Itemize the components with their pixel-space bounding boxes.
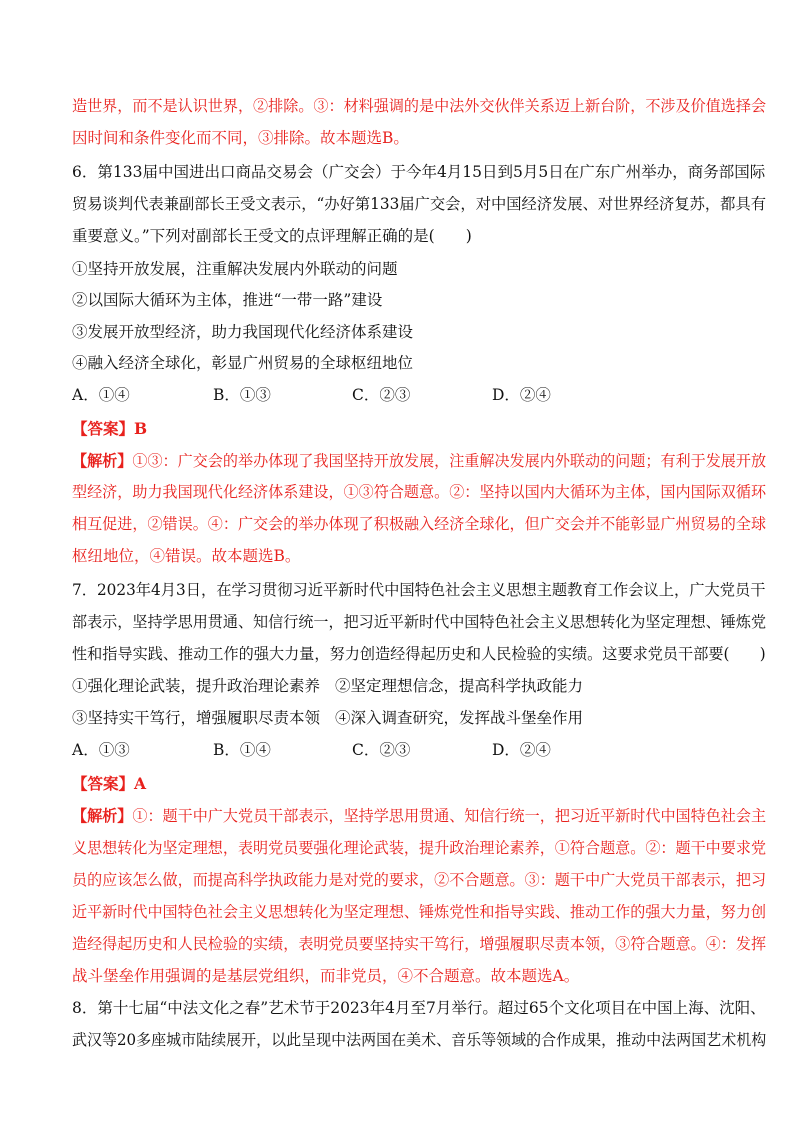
q7-statement: ③坚持实干笃行，增强履职尽责本领 bbox=[72, 709, 321, 727]
q6-statement: ④融入经济全球化，彰显广州贸易的全球枢纽地位 bbox=[72, 354, 414, 372]
prev-analysis-line: 造世界，而不是认识世界，②排除。③：材料强调的是中法外交伙伴关系迈上新台阶，不涉及价值选择会 bbox=[72, 97, 767, 115]
q7-statement: ④深入调查研究，发挥战斗堡垒作用 bbox=[335, 709, 584, 727]
q7-analysis-line: 义思想转化为坚定理想，表明党员要强化理论武装，提升政治理论素养，①符合题意。②：题干中要求党 bbox=[72, 839, 767, 857]
q6-analysis-line: 相互促进，②错误。④：广交会的举办体现了积极融入经济全球化，但广交会并不能彰显广州贸易的全球 bbox=[72, 515, 767, 533]
q7-analysis-line: 员的应该怎么做，而提高科学执政能力是对党的要求，②不合题意。③：题干中广大党员干部表示，把习 bbox=[72, 871, 767, 889]
q7-stem-line: 性和指导实践、推动工作的强大力量，努力创造经得起历史和人民检验的实绩。这要求党员干部要( ) bbox=[72, 645, 766, 663]
q7-statement: ①强化理论武装，提升政治理论素养 bbox=[72, 677, 321, 695]
prev-analysis-line: 因时间和条件变化而不同，③排除。故本题选B。 bbox=[72, 129, 409, 147]
q6-option-d: D．②④ bbox=[492, 386, 551, 404]
q7-analysis-line bbox=[72, 806, 766, 826]
answer-label: 【答案】 bbox=[72, 774, 135, 793]
q7-statement: ②坚定理想信念，提高科学执政能力 bbox=[335, 677, 584, 695]
q6-option-a: A．①④ bbox=[72, 386, 130, 404]
q7-analysis-line: 战斗堡垒作用强调的是基层党组织，而非党员，④不合题意。故本题选A。 bbox=[72, 967, 580, 985]
q6-option-b: B．①③ bbox=[213, 386, 271, 404]
q6-stem-line: 贸易谈判代表兼副部长王受文表示，“办好第133届广交会，对中国经济发展、对世界经济复苏，都具有 bbox=[72, 195, 767, 213]
q7-answer bbox=[72, 774, 146, 794]
q6-analysis-line: 型经济，助力我国现代化经济体系建设，①③符合题意。②：坚持以国内大循环为主体，国内国际双循环 bbox=[72, 483, 767, 501]
q8-stem-line: 8．第十七届“中法文化之春”艺术节于2023年4月至7月举行。超过65个文化项目在中国上海、沈阳、 bbox=[72, 999, 766, 1017]
answer-value: B bbox=[134, 419, 148, 438]
q6-stem-line: 重要意义。”下列对副部长王受文的点评理解正确的是( ) bbox=[72, 227, 472, 245]
q6-option-c: C．②③ bbox=[352, 386, 411, 404]
analysis-text: ①③：广交会的举办体现了我国坚持开放发展，注重解决发展内外联动的问题；有利于发展开放 bbox=[132, 452, 767, 470]
q7-stem-line: 部表示，坚持学思用贯通、知信行统一，把习近平新时代中国特色社会主义思想转化为坚定理想、锤炼党 bbox=[72, 613, 767, 631]
q6-analysis-line: 枢纽地位，④错误。故本题选B。 bbox=[72, 547, 301, 565]
q7-option-b: B．①④ bbox=[213, 741, 271, 759]
answer-value: A bbox=[134, 774, 147, 793]
analysis-text: ①：题干中广大党员干部表示，坚持学思用贯通、知信行统一，把习近平新时代中国特色社会主 bbox=[132, 807, 767, 825]
q6-statement: ①坚持开放发展，注重解决发展内外联动的问题 bbox=[72, 260, 398, 278]
q6-answer bbox=[72, 419, 147, 439]
q6-statement: ③发展开放型经济，助力我国现代化经济体系建设 bbox=[72, 323, 414, 341]
answer-label: 【答案】 bbox=[72, 419, 135, 438]
q7-stem-line: 7．2023年4月3日，在学习贯彻习近平新时代中国特色社会主义思想主题教育工作会议上，广大党员干 bbox=[72, 581, 766, 599]
analysis-label: 【解析】 bbox=[72, 806, 133, 825]
q6-stem-line: 6．第133届中国进出口商品交易会（广交会）于今年4月15日到5月5日在广东广州举办，商务部国际 bbox=[72, 163, 766, 181]
q7-option-a: A．①③ bbox=[72, 741, 130, 759]
q7-analysis-line: 造经得起历史和人民检验的实绩，表明党员要坚持实干笃行，增强履职尽责本领，③符合题意。④：发挥 bbox=[72, 935, 767, 953]
q7-option-d: D．②④ bbox=[492, 741, 551, 759]
q7-option-c: C．②③ bbox=[352, 741, 411, 759]
analysis-label: 【解析】 bbox=[72, 451, 133, 470]
q6-analysis-line bbox=[72, 451, 766, 471]
q7-analysis-line: 近平新时代中国特色社会主义思想转化为坚定理想、锤炼党性和指导实践、推动工作的强大力量，努力创 bbox=[72, 903, 767, 921]
q8-stem-line: 武汉等20多座城市陆续展开，以此呈现中法两国在美术、音乐等领域的合作成果，推动中法两国艺术机构 bbox=[72, 1031, 767, 1049]
q6-statement: ②以国际大循环为主体，推进“一带一路”建设 bbox=[72, 291, 383, 309]
